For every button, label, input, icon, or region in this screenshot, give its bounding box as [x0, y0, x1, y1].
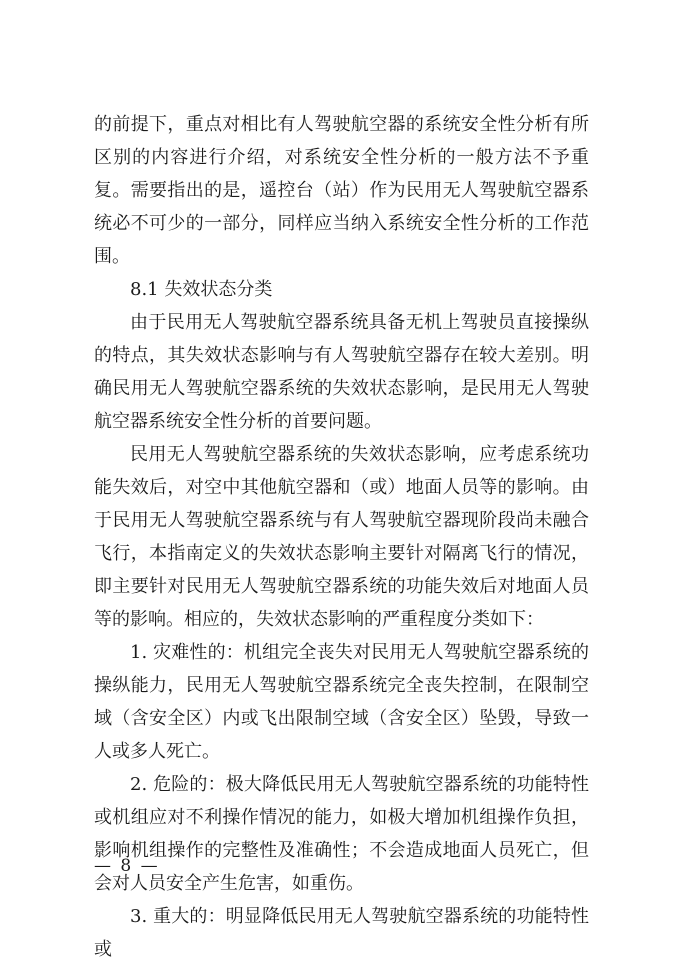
list-item-major: 3. 重大的：明显降低民用无人驾驶航空器系统的功能特性或 [94, 906, 589, 960]
list-item-catastrophic: 1. 灾难性的：机组完全丧失对民用无人驾驶航空器系统的操纵能力，民用无人驾驶航空器系统完全丧失控制，在限制空域（含安全区）内或飞出限制空域（含安全区）坠毁，导致一人或多人死亡。 [94, 642, 589, 762]
section-heading: 8.1 失效状态分类 [130, 279, 273, 300]
list-item-hazardous: 2. 危险的：极大降低民用无人驾驶航空器系统的功能特性或机组应对不利操作情况的能力，如极大增加机组操作负担，影响机组操作的完整性及准确性；不会造成地面人员死亡，但会对人员安全产生危害，如重伤。 [94, 774, 589, 894]
page-number: — 8 — [94, 856, 160, 876]
paragraph-continuation: 的前提下，重点对相比有人驾驶航空器的系统安全性分析有所区别的内容进行介绍，对系统安全性分析的一般方法不予重复。需要指出的是，遥控台（站）作为民用无人驾驶航空器系统必不可少的一部分，同样应当纳入系统安全性分析的工作范围。 [94, 114, 589, 267]
paragraph: 民用无人驾驶航空器系统的失效状态影响，应考虑系统功能失效后，对空中其他航空器和（或）地面人员等的影响。由于民用无人驾驶航空器系统与有人驾驶航空器现阶段尚未融合飞行，本指南定义的失效状态影响主要针对隔离飞行的情况，即主要针对民用无人驾驶航空器系统的功能失效后对地面人员等的影响。相应的，失效状态影响的严重程度分类如下： [94, 444, 589, 630]
paragraph: 由于民用无人驾驶航空器系统具备无机上驾驶员直接操纵的特点，其失效状态影响与有人驾驶航空器存在较大差别。明确民用无人驾驶航空器系统的失效状态影响，是民用无人驾驶航空器系统安全性分析的首要问题。 [94, 312, 589, 432]
body-text [94, 108, 589, 966]
